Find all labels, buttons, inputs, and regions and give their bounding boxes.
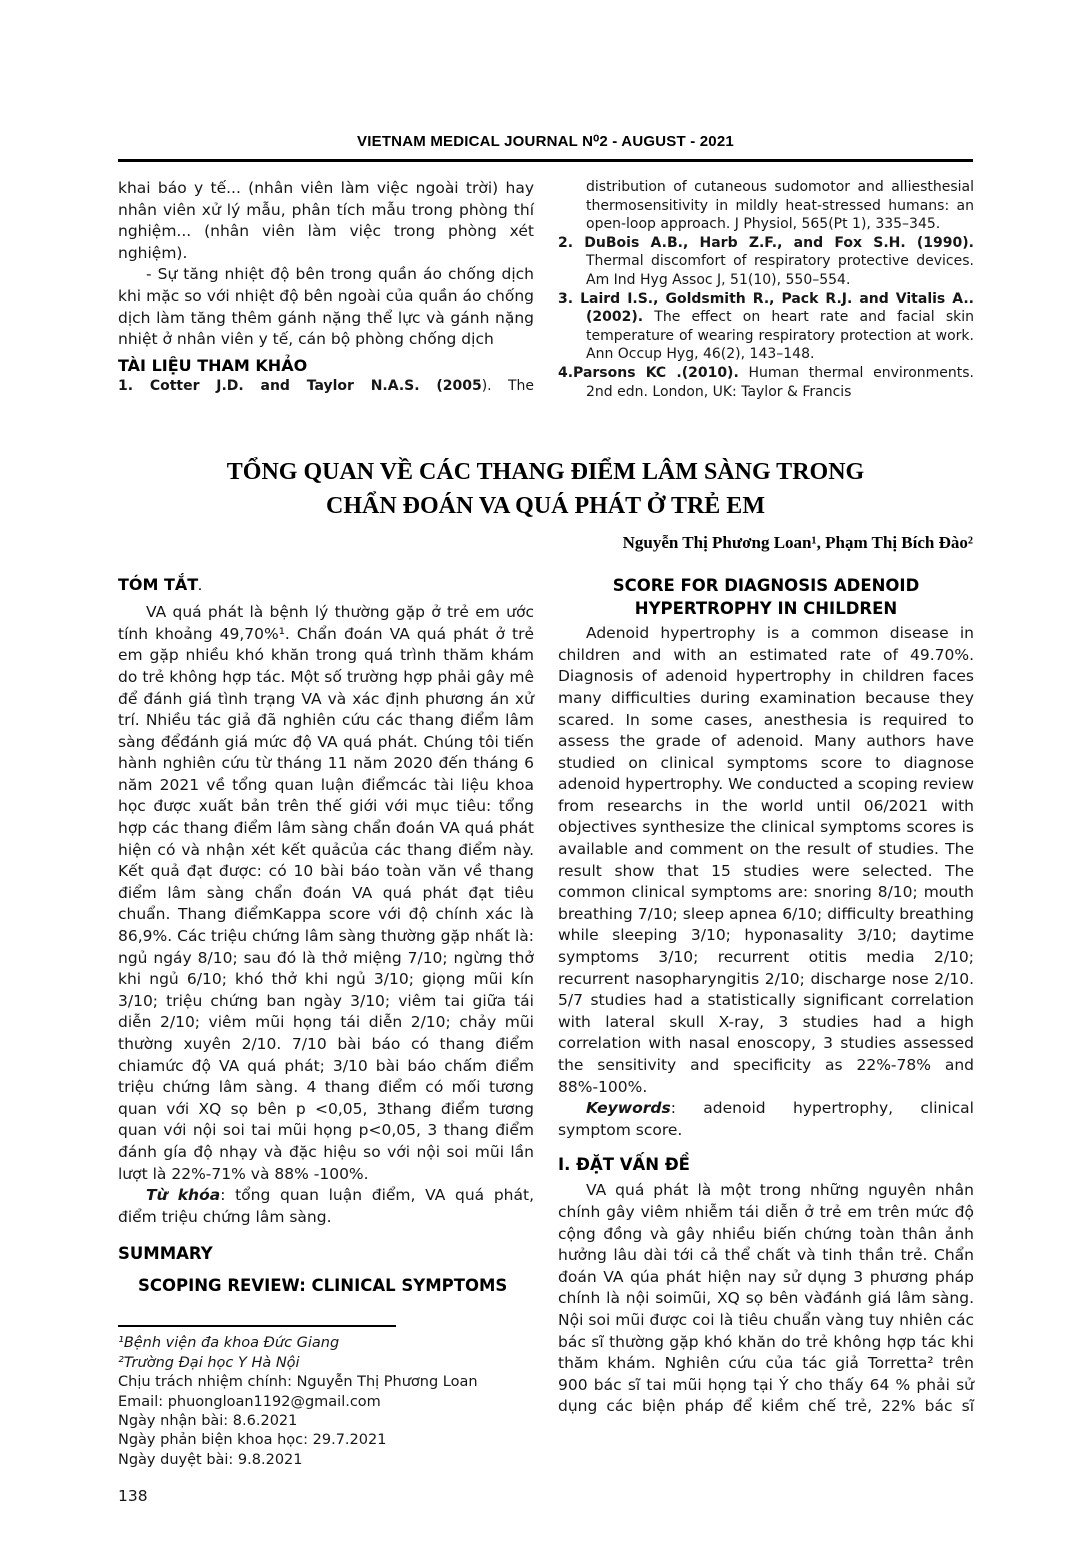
reference-2-text: Thermal discomfort of respiratory protective devices. Am Ind Hyg Assoc J, 51(10), 550–554. [586,253,974,288]
article-authors: Nguyễn Thị Phương Loan¹, Phạm Thị Bích Đào² [622,533,973,553]
reference-2-authors: 2. DuBois A.B., Harb Z.F., and Fox S.H. (1990). [558,234,974,251]
reference-1-authors: 1. Cotter J.D. and Taylor N.A.S. (2005 [118,377,482,394]
reference-1-continuation: distribution of cutaneous sudomotor and alliesthesial thermosensitivity in mildly heat-stressed humans: an open-loop approach. J Physiol, 565(Pt 1), 335–345. [586,179,974,233]
prev-paragraph-2: - Sự tăng nhiệt độ bên trong quần áo chống dịch khi mặc so với nhiệt độ bên ngoài của quần áo chống dịch làm tăng thêm gánh nặng thể lực và gánh nặng nhiệt ở nhân viên y tế, cán bộ phòng chống dịch [118,265,534,349]
abstract-vi-heading: TÓM TẮT. [118,575,202,595]
keywords-en-text: : adenoid hypertrophy, clinical symptom score. [558,1099,974,1139]
footnote-accepted-date: Ngày duyệt bài: 9.8.2021 [118,1451,303,1468]
main-right-column [558,574,974,1505]
footnote-responsible: Chịu trách nhiệm chính: Nguyễn Thị Phương Loan [118,1374,478,1391]
reference-4-text: Human thermal environments. 2nd edn. London, UK: Taylor & Francis [586,364,975,400]
reference-1-tail: ). The [481,377,535,394]
main-article-section [118,574,973,1505]
introduction-heading: I. ĐẶT VẤN ĐỀ [558,1155,690,1175]
footnote-block [118,1325,534,1470]
summary-heading: SUMMARY [118,1244,213,1264]
keywords-vi-label: Từ khóa [146,1186,221,1205]
main-left-column [118,574,534,1505]
reference-4 [558,364,974,401]
journal-header: VIETNAM MEDICAL JOURNAL N⁰2 - AUGUST - 2021 [118,132,973,162]
footnote-affiliation-2: ²Trường Đại học Y Hà Nội [118,1354,300,1371]
previous-article-section [118,178,973,401]
keywords-en-label: Keywords [586,1099,671,1118]
keywords-vi [118,1185,534,1228]
prev-paragraph-1: khai báo y tế... (nhân viên làm việc ngoài trời) hay nhân viên xử lý mẫu, phân tích mẫu trong phòng thí nghiệm... (nhân viên làm việc trong phòng xét nghiệm). [118,179,534,262]
abstract-en-text: Adenoid hypertrophy is a common disease in children and with an estimated rate of 49.70%. Diagnosis of adenoid hypertrophy in children faces many difficulties during examination because they scared. In some cases, anesthesia is required to assess the grade of adenoid. Many authors have studied on clinical symptoms score to diagnose adenoid hypertrophy. We conducted a scoping review from researchs in the world until 06/2021 with objectives synthesize the clinical symptoms scores is available and comment on the result of studies. The result show that 15 studies were selected. The common clinical symptoms are: snoring 8/10; mouth breathing 7/10; sleep apnea 6/10; difficulty breathing while sleeping 3/10; hyponasality 3/10; daytime symptoms 3/10; recurrent otitis media 2/10; recurrent nasopharyngitis 2/10; discharge nose 2/10. 5/7 studies had a statistically significant correlation with lateral skull X-ray, 3 studies had a high correlation with nasal enoscopy, 3 studies assessed the sensitivity and specificity as 22%-78% and 88%-100%. [558,624,974,1096]
prev-left-column [118,178,534,401]
references-heading: TÀI LIỆU THAM KHẢO [118,355,308,375]
footnote-divider [118,1325,396,1327]
reference-1-firstline [118,377,534,396]
footnote-review-date: Ngày phản biện khoa học: 29.7.2021 [118,1432,387,1449]
footnote-affiliation-1: ¹Bệnh viện đa khoa Đức Giang [118,1335,340,1352]
abstract-heading-dot: . [198,583,202,594]
abstract-vi-text: VA quá phát là bệnh lý thường gặp ở trẻ em ước tính khoảng 49,70%¹. Chẩn đoán VA quá phát ở trẻ em gặp nhiều khó khăn trong quá trình thăm khám do trẻ không hợp tác. Một số trường hợp phải gây mê để đánh giá tình trạng VA và xác định phương án xử trí. Nhiều tác giả đã nghiên cứu các thang điểm lâm sàng đểđánh giá mức độ VA quá phát. Chúng tôi tiến hành nghiên cứu từ tháng 11 năm 2020 đến tháng 6 năm 2021 về tổng quan luận điểmcác tài liệu khoa học được xuất bản trên thế giới với mục tiêu: tổng hợp các thang điểm lâm sàng chẩn đoán VA quá phát hiện có và nhận xét kết quảcủa các thang điểm này. Kết quả đạt được: có 10 bài báo toàn văn về thang điểm lâm sàng chẩn đoán VA quá phát đạt tiêu chuẩn. Thang điểmKappa score với độ chính xác là 86,9%. Các triệu chứng lâm sàng thường gặp nhất là: ngủ ngáy 8/10; sau đó là thở miệng 7/10; ngừng thở khi ngủ 6/10; khó thở khi ngủ 3/10; giọng mũi kín 3/10; triệu chứng ban ngày 3/10; viêm tai giữa tái diễn 2/10; viêm mũi họng tái diễn 2/10; chảy mũi thường xuyên 2/10. 7/10 bài báo có thang điểm chiamức độ VA quá phát; 3/10 bài báo chấm điểm triệu chứng lâm sàng. 4 thang điểm có mối tương quan với XQ sọ bên p <0,05, 3thang điểm tương quan với nội soi tai mũi họng p<0,05, 3 thang điểm đánh gía độ nhạy và đặc hiệu so với nội soi mũi lần lượt là 22%-71% và 88% -100%. [118,603,534,1183]
reference-3-authors: 3. Laird I.S., Goldsmith R., Pack R.J. and Vitalis A.. (2002). [558,290,974,326]
page-number: 138 [118,1487,148,1506]
article-title-line2: CHẨN ĐOÁN VA QUÁ PHÁT Ở TRẺ EM [326,493,765,520]
summary-subheading-left: SCOPING REVIEW: CLINICAL SYMPTOMS [138,1276,508,1296]
footnote-email: Email: phuongloan1192@gmail.com [118,1393,381,1410]
prev-right-column [558,178,974,401]
keywords-en [558,1098,974,1141]
reference-3-text: The effect on heart rate and facial skin temperature of wearing respiratory protection at work. Ann Occup Hyg, 46(2), 143–148. [586,309,974,363]
keywords-vi-text: : tổng quan luận điểm, VA quá phát, điểm triệu chứng lâm sàng. [118,1186,534,1226]
reference-2 [558,234,974,290]
summary-subheading-right: SCORE FOR DIAGNOSIS ADENOID HYPERTROPHY IN CHILDREN [612,576,920,619]
footnote-received-date: Ngày nhận bài: 8.6.2021 [118,1412,298,1429]
article-title-line1: TỔNG QUAN VỀ CÁC THANG ĐIỂM LÂM SÀNG TRONG [226,459,865,486]
article-title [118,455,973,523]
reference-3 [558,290,974,364]
reference-4-authors: 4.Parsons KC .(2010). [558,364,739,381]
introduction-text: VA quá phát là một trong những nguyên nhân chính gây viêm nhiễm tái diễn ở trẻ em trên mức độ cộng đồng và gây nhiều biến chứng toàn thân ảnh hưởng lâu dài tới cả thể chất và tinh thần trẻ. Chẩn đoán VA qúa phát hiện nay sử dụng 3 phương pháp chính là nội soimũi, XQ sọ bên vàđánh giá lâm sàng. Nội soi mũi được coi là tiêu chuẩn vàng tuy nhiên các bác sĩ thường gặp khó khăn do trẻ không hợp tác khi thăm khám. Nghiên cứu của tác giả Torretta² trên 900 bác sĩ tai mũi họng tại Ý cho thấy 64 % phải sử dụng các biện pháp để kiềm chế trẻ, 22% bác sĩ [558,1181,974,1416]
